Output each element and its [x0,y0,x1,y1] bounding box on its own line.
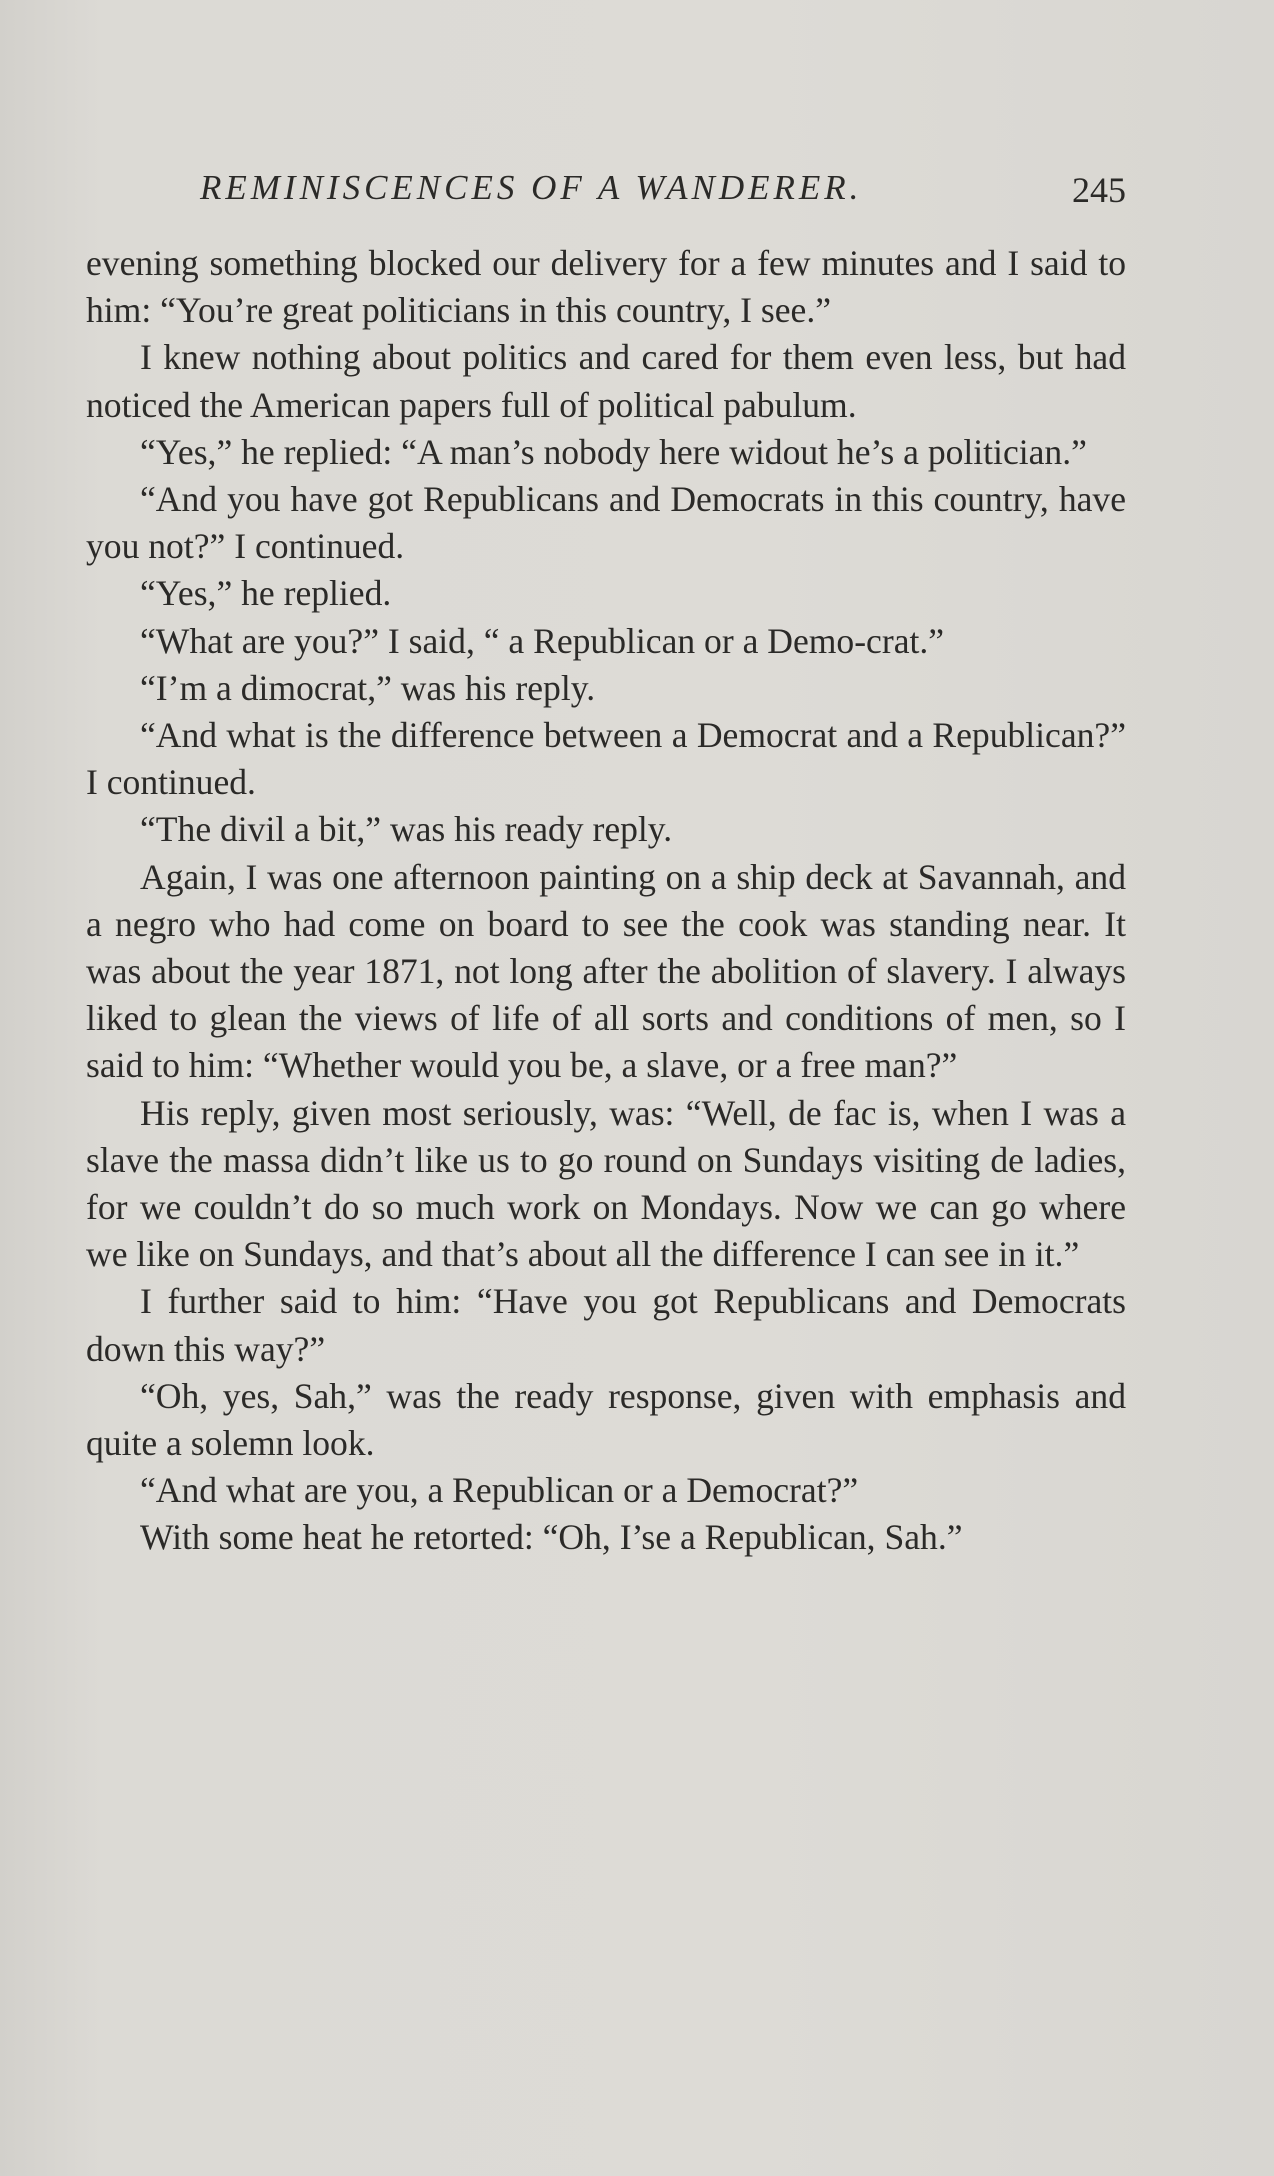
paragraph: “I’m a dimocrat,” was his reply. [140,667,596,708]
paragraph: evening something blocked our delivery for a few minutes and I said to him: “You’re great politicians in this country, I see.” [86,243,1126,331]
paragraph: “Yes,” he replied: “A man’s nobody here widout he’s a politician.” [140,431,1087,472]
running-title: REMINISCENCES OF A WANDERER. [200,168,863,207]
paragraph: Again, I was one afternoon painting on a ship deck at Savannah, and a negro who had come on board to see the cook was standing near. It was about the year 1871, not long after the abolition of slavery. I always liked to glean the views of life of all sorts and conditions of men, so I said to him: “Whether would you be, a slave, or a free man?” [86,856,1126,1086]
paragraph: “And you have got Republicans and Democrats in this country, have you not?” I continued. [86,479,1126,567]
page-header [86,160,1126,216]
paragraph: With some heat he retorted: “Oh, I’se a Republican, Sah.” [140,1517,963,1558]
paragraph: I further said to him: “Have you got Republicans and Democrats down this way?” [86,1281,1126,1369]
paragraph: “Yes,” he replied. [140,573,392,614]
body-text [86,240,1126,1562]
paragraph: “The divil a bit,” was his ready reply. [140,809,673,850]
paragraph: “And what are you, a Republican or a Democrat?” [140,1470,859,1511]
paragraph: I knew nothing about politics and cared for them even less, but had noticed the American papers full of political pabulum. [86,337,1126,425]
paragraph: “And what is the difference between a Democrat and a Republican?” I continued. [86,715,1126,803]
paragraph: His reply, given most seriously, was: “Well, de fac is, when I was a slave the massa didn’t like us to go round on Sundays visiting de ladies, for we couldn’t do so much work on Mondays. Now we can go where we like on Sundays, and that’s about all the difference I can see in it.” [86,1092,1126,1275]
paragraph: “Oh, yes, Sah,” was the ready response, given with emphasis and quite a solemn look. [86,1375,1126,1464]
page-number: 245 [1072,170,1126,210]
paragraph: “What are you?” I said, “ a Republican or a Demo-crat.” [140,620,945,661]
